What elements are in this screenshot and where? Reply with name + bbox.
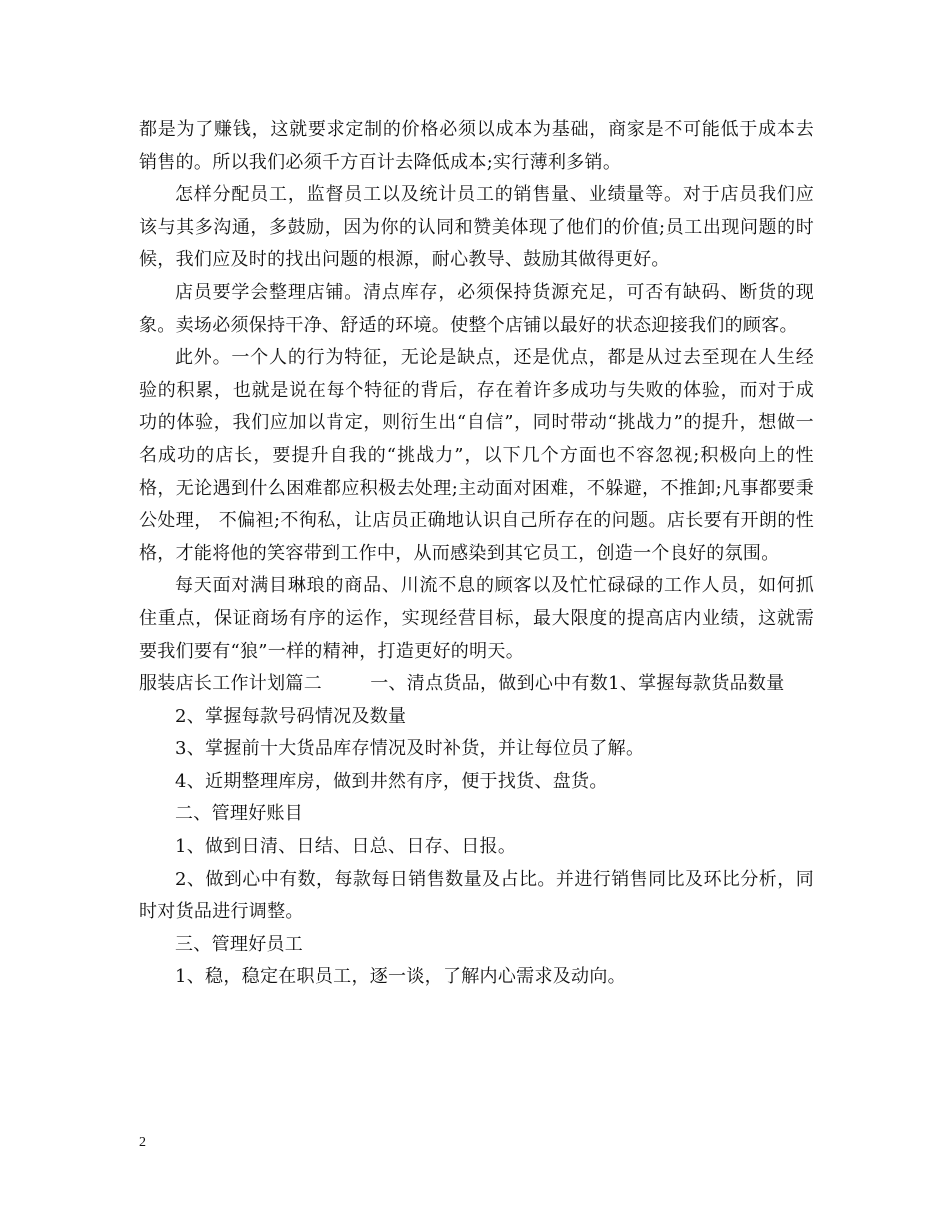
list-item: 2、做到心中有数，每款每日销售数量及占比。并进行销售同比及环比分析，同时对货品进行调整。: [139, 868, 814, 923]
list-item: 4、近期整理库房，做到井然有序，便于找货、盘货。: [175, 770, 608, 792]
paragraph: 都是为了赚钱，这就要求定制的价格必须以成本为基础，商家是不可能低于成本去销售的。所以我们必须千方百计去降低成本;实行薄利多销。: [139, 119, 814, 173]
section-first-item: 一、清点货品，做到心中有数1、掌握每款货品数量: [370, 673, 785, 695]
document-body: [139, 114, 814, 994]
section-heading-line: [139, 668, 814, 701]
paragraph: 此外。一个人的行为特征，无论是缺点，还是优点，都是从过去至现在人生经验的积累，也就是说在每个特征的背后，存在着许多成功与失败的体验，而对于成功的体验，我们应加以肯定，则衍生出“自信”，同时带动“挑战力”的提升，想做一名成功的店长，要提升自我的“挑战力”，以下几个方面也不容忽视;积极向上的性格，无论遇到什么困难都应积极去处理;主动面对困难，不躲避，不推卸;凡事都要秉公处理， 不偏袒;不徇私，让店员正确地认识自己所存在的问题。店长要有开朗的性格，才能将他的笑容带到工作中，从而感染到其它员工，创造一个良好的氛围。: [139, 347, 814, 564]
paragraph: 怎样分配员工，监督员工以及统计员工的销售量、业绩量等。对于店员我们应该与其多沟通，多鼓励，因为你的认同和赞美体现了他们的价值;员工出现问题的时候，我们应及时的找出问题的根源，耐心教导、鼓励其做得更好。: [139, 184, 814, 271]
list-heading: 三、管理好员工: [175, 933, 304, 955]
page-number: 2: [139, 1135, 146, 1150]
paragraph: 每天面对满目琳琅的商品、川流不息的顾客以及忙忙碌碌的工作人员，如何抓住重点，保证商场有序的运作，实现经营目标，最大限度的提高店内业绩，这就需要我们要有“狼”一样的精神，打造更好的明天。: [139, 575, 814, 662]
list-item: 1、做到日清、日结、日总、日存、日报。: [175, 836, 517, 858]
section-title: 服装店长工作计划篇二: [139, 673, 322, 695]
paragraph: 店员要学会整理店铺。清点库存，必须保持货源充足，可否有缺码、断货的现象。卖场必须保持干净、舒适的环境。使整个店铺以最好的状态迎接我们的顾客。: [139, 281, 814, 336]
list-heading: 二、管理好账目: [175, 803, 304, 825]
list-item: 3、掌握前十大货品库存情况及时补货，并让每位员了解。: [175, 738, 645, 760]
list-item: 1、稳，稳定在职员工，逐一谈，了解内心需求及动向。: [175, 966, 626, 988]
list-item: 2、掌握每款号码情况及数量: [175, 705, 407, 727]
